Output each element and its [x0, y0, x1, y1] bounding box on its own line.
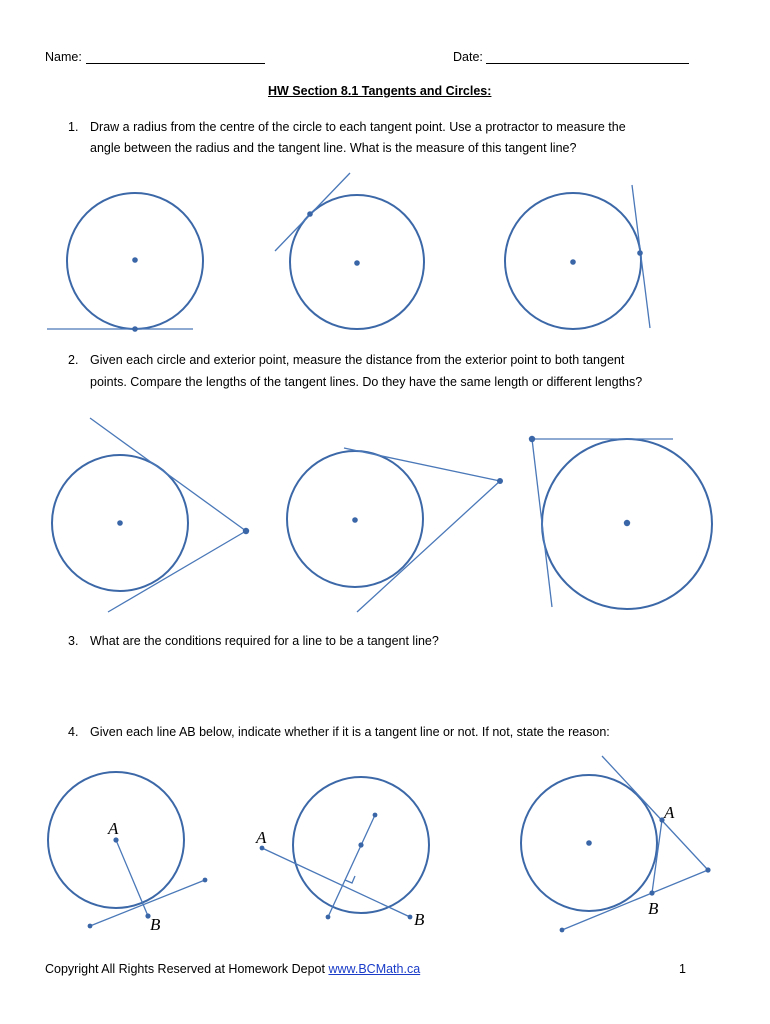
line-endpoint: [203, 878, 208, 883]
copyright-text: Copyright All Rights Reserved at Homework Depot: [45, 962, 329, 976]
q1-figure-right-tangent: [505, 185, 650, 329]
tangent-line: [275, 173, 350, 251]
point-b: [649, 890, 654, 895]
exterior-point: [529, 436, 535, 442]
center-point: [352, 517, 358, 523]
line-endpoint: [88, 924, 93, 929]
question-text: What are the conditions required for a line to be a tangent line?: [90, 634, 439, 648]
label-a: A: [108, 819, 119, 838]
line-ab: [90, 880, 205, 926]
question-text: Given each circle and exterior point, measure the distance from the exterior point to both tangent: [90, 353, 625, 367]
tangent-line: [90, 418, 246, 531]
question-text: points. Compare the lengths of the tangent lines. Do they have the same length or different lengths?: [90, 375, 643, 389]
center-point: [624, 520, 630, 526]
tangent-line: [532, 439, 552, 607]
page-number: 1: [679, 962, 686, 976]
center-point: [354, 260, 360, 266]
question-text: Given each line AB below, indicate whether if it is a tangent line or not. If not, state the reason:: [90, 725, 610, 739]
page-title: HW Section 8.1 Tangents and Circles:: [268, 84, 492, 98]
q2-figure-2: [287, 448, 503, 612]
center-point: [586, 840, 592, 846]
tangent-line: [344, 448, 500, 481]
q2-figure-3: [529, 436, 712, 609]
label-b: B: [150, 915, 161, 934]
q2-figure-1: [52, 418, 249, 612]
tangent-line: [108, 531, 246, 612]
tangent-point: [307, 211, 313, 217]
label-b: B: [648, 899, 659, 918]
footer: [45, 962, 420, 976]
q4-figure-1: [48, 772, 207, 934]
exterior-point: [243, 528, 249, 534]
q1-figure-upper-left-tangent: [275, 173, 424, 329]
exterior-point: [705, 867, 710, 872]
question-number: 4.: [68, 725, 79, 739]
center-point: [132, 257, 138, 263]
segment-endpoint: [326, 915, 331, 920]
perpendicular-segment: [328, 815, 375, 917]
q4-figure-2: [255, 777, 429, 929]
line-endpoint: [560, 928, 565, 933]
date-label: Date:: [453, 50, 483, 64]
label-a: A: [256, 828, 267, 847]
line-ab: [262, 848, 410, 917]
question-text: Draw a radius from the centre of the circle to each tangent point. Use a protractor to measure the: [90, 120, 626, 134]
q1-figure-bottom-tangent: [47, 193, 203, 332]
label-a: A: [664, 803, 675, 822]
question-number: 2.: [68, 353, 79, 367]
tangent-line: [562, 870, 708, 930]
center-point: [117, 520, 123, 526]
line-ab: [652, 820, 662, 893]
segment-endpoint: [373, 813, 378, 818]
name-label: Name:: [45, 50, 82, 64]
question-number: 3.: [68, 634, 79, 648]
tangent-point: [132, 326, 138, 332]
question-number: 1.: [68, 120, 79, 134]
point-a: [113, 837, 118, 842]
tangent-line: [357, 481, 500, 612]
tangent-point: [637, 250, 643, 256]
website-link[interactable]: www.BCMath.ca: [328, 962, 421, 976]
tangent-line: [632, 185, 650, 328]
center-point: [570, 259, 576, 265]
tangent-line: [602, 756, 708, 870]
center-point: [358, 842, 363, 847]
point-b: [408, 915, 413, 920]
exterior-point: [497, 478, 503, 484]
label-b: B: [414, 910, 425, 929]
question-text: angle between the radius and the tangent line. What is the measure of this tangent line?: [90, 141, 577, 155]
q4-figure-3: [521, 756, 711, 932]
